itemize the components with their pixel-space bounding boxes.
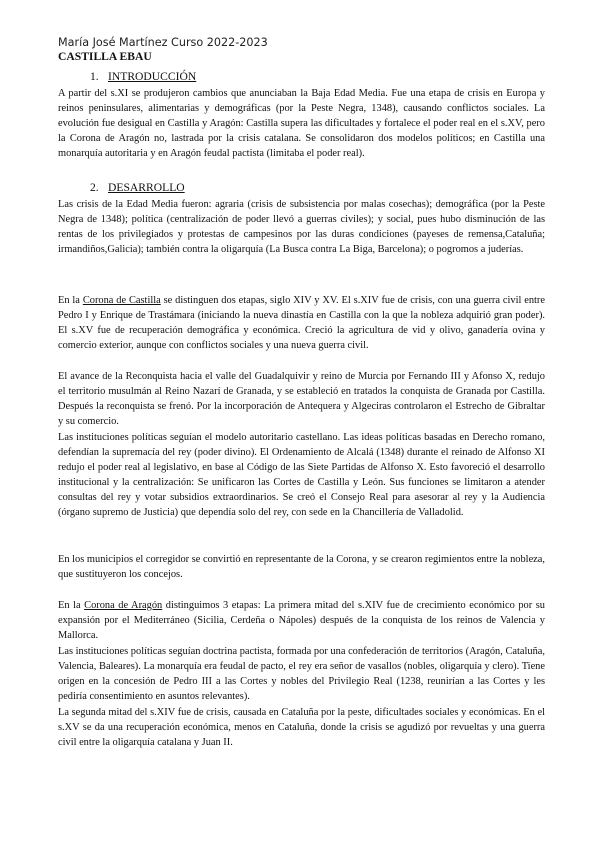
paragraph-castilla-intro <box>58 293 545 353</box>
corona-castilla-term: Corona de Castilla <box>82 295 161 306</box>
section-number: 1. <box>90 70 99 83</box>
paragraph-municipios: En los municipios el corregidor se convirtió en representante de la Corona, y se crearon regimientos entre la nobleza, que sustituyeron los concejos. <box>58 554 545 581</box>
paragraph-crisis: Las crisis de la Edad Media fueron: agraria (crisis de subsistencia por malas cosechas); demográfica (por la Peste Negra de 1348); política (centralización de poder llevó a guerras civiles); y social, pues hubo disminución de las rentas de los privilegiados y protestas de campesinos por las duras condiciones (payeses de remensa,Cataluña; irmandiños,Galicia); también contra la oligarquía (La Busca contra La Biga, Barcelona); o pogromos a juderías. <box>58 199 545 256</box>
paragraph-segunda-mitad: La segunda mitad del s.XIV fue de crisis, causada en Cataluña por la peste, dificultades sociales y económicas. En el s.XV se da una recuperación económica, menos en Cataluña, donde la crisis se agudizó por revueltas y una guerra civil entre la oligarquía catalana y Juan II. <box>58 707 545 749</box>
paragraph-reconquista: El avance de la Reconquista hacia el valle del Guadalquivir y reino de Murcia por Fernando III y Afonso X, redujo el territorio musulmán al Reino Nazarí de Granada, y se estableció en tratados la conquista de Granada por Castilla. Después la reconquista se frenó. Por la incorporación de Antequera y Algeciras controlaron el Estrecho de Gibraltar y su comercio. <box>58 371 545 428</box>
text-run: se distinguen dos etapas, siglo XIV y XV. El s.XIV fue de crisis, con una guerra civil entre Pedro I y Enrique de Trastámara (iniciando la nueva dinastía en Castilla con la que la nobleza adquirió gran poder). El s.XV fue de recuperación demográfica y económica. Creció la agricultura de vid y olivo, ganadería ovina y comercio exterior, aunque con conflictos sociales y una nueva guerra civil. <box>58 295 545 352</box>
paragraph-aragon-intro <box>58 598 545 643</box>
text-run: En la <box>58 295 83 306</box>
section-heading-desarrollo <box>90 181 185 194</box>
section-number: 2. <box>90 181 99 194</box>
section-heading-introduccion <box>90 70 196 83</box>
corona-aragon-term: Corona de Aragón <box>84 600 163 611</box>
paragraph-instituciones-castilla: Las instituciones políticas seguían el modelo autoritario castellano. Las ideas políticas basadas en Derecho romano, defendían la supremacía del rey (poder divino). El Ordenamiento de Alcalá (1348) durante el reinado de Alfonso XI redujo el poder real al legislativo, en base al Código de las Siete Partidas de Alfonso X. Esto favoreció el desarrollo institucional y la centralización: Se unificaron las Cortes de Castilla y León. Sus funciones se limitaron a atender consultas del rey y votar subsidios extraordinarios. Se creó el Consejo Real para asesorar al rey y la Audiencia (órgano supremo de Justicia) que dependía solo del rey, con sede en la Chancillería de Valladolid. <box>58 432 545 519</box>
text-run: En la <box>58 600 85 611</box>
text-run: distinguimos 3 etapas: La primera mitad del s.XIV fue de crecimiento económico por su expansión por el Mediterráneo (Sicilia, Cerdeña o Nápoles) después de la conquista de los reinos de Valencia y Mallorca. <box>58 600 545 642</box>
section-title: INTRODUCCIÓN <box>108 70 197 83</box>
section-title: DESARROLLO <box>108 181 185 194</box>
paragraph-introduccion: A partir del s.XI se produjeron cambios que anunciaban la Baja Edad Media. Fue una etapa de crisis en Europa y reinos peninsulares, alimentarias y demográficas (por la Peste Negra, 1348), causando conflictos sociales. La evolución fue desigual en Castilla y Aragón: Castilla supera las dificultades y fortalece el poder real en el s.XV, pero la Corona de Aragón no, lastrada por la crisis catalana. Se consolidaron dos modelos políticos; en Castilla una monarquía autoritaria y en Aragón feudal pactista (limitaba el poder real). <box>58 88 545 160</box>
author-line: María José Martínez Curso 2022-2023 <box>58 36 268 49</box>
paragraph-instituciones-aragon: Las instituciones políticas seguían doctrina pactista, formada por una confederación de territorios (Aragón, Cataluña, Valencia, Baleares). La monarquía era feudal de pacto, el rey era señor de vasallos (nobles, oligarquía y clero). Tiene origen en la concesión de Pedro III a las Cortes y nobles del Privilegio Real (1238, reunirían a las Cortes y les pediría consentimiento en asuntos relevantes). <box>58 646 545 703</box>
document-title: CASTILLA EBAU <box>58 50 152 63</box>
